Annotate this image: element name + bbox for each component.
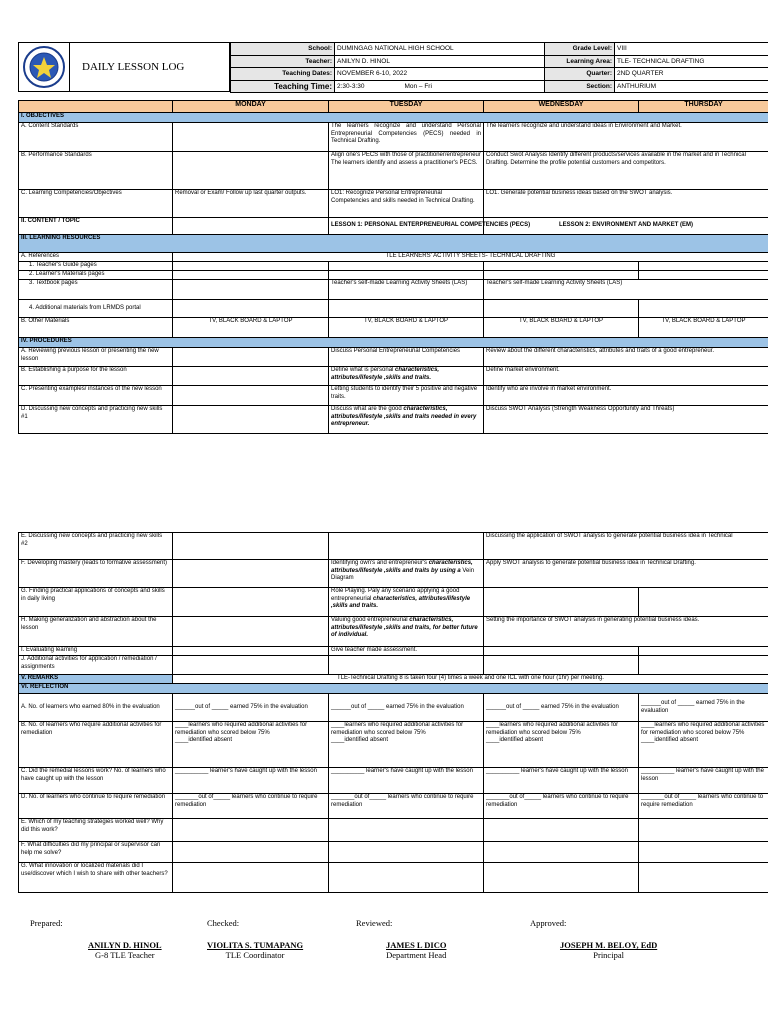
time-label: Teaching Time: [231, 80, 335, 93]
cell-tb-wed: Teacher's self-made Learning Activity Sheets (LAS) [484, 280, 768, 300]
row-label-reflection-f: F. What difficulties did my principal or supervisor can help me solve? [19, 842, 173, 863]
grade-label: Grade Level: [545, 43, 615, 56]
lesson-log-header [18, 42, 768, 92]
reviewed-role: Department Head [386, 950, 447, 960]
cell-comp-tue: LO1: Recognize Personal Entrepreneurial Competencies and skills needed in Technical Drafting. [329, 190, 484, 218]
row-label-lrmds: 4. Additional materials from LRMDS portal [19, 300, 173, 318]
row-label-proc-h: H. Making generalization and abstraction about the lesson [19, 617, 173, 647]
row-label-topic: II. CONTENT / TOPIC [19, 218, 173, 235]
cell-ra-thu: ______out of _____ earned 75% in the evaluation [639, 694, 768, 722]
cell-other-mon: TV, BLACK BOARD & LAPTOP [173, 318, 329, 338]
quarter-label: Quarter: [545, 68, 615, 81]
school-info-table [230, 42, 768, 93]
cell-proc-a-wed: Review about the different characteristics, attributes and traits of a good entrepreneur. [484, 348, 768, 367]
prepared-name: ANILYN D. HINOL [88, 940, 162, 950]
signature-checked: Checked: VIOLITA S. TUMAPANG TLE Coordinator [207, 918, 304, 960]
dates-label: Teaching Dates: [231, 68, 335, 81]
school-value: DUMINGAG NATIONAL HIGH SCHOOL [335, 43, 545, 56]
row-label-references: A. References [19, 253, 173, 262]
cell-perf-std-wed: Conduct Swot Analysis Identify different products/services available in the market and in Technical Drafting. Determine the profile potential customers and competitors. [484, 152, 768, 190]
cell-proc-h-wed: Setting the importance of SWOT analysis in generating potential business ideas. [484, 617, 768, 647]
section-remarks: V. REMARKS [19, 675, 173, 684]
row-label-proc-c: C. Presenting examples/ instances of the new lesson [19, 386, 173, 406]
row-label-proc-g: G. Finding practical applications of concepts and skills in daily living [19, 588, 173, 617]
cell-proc-c-wed: Identify who are involve in market environment. [484, 386, 768, 406]
teacher-label: Teacher: [231, 55, 335, 68]
cell-ra-tue: ______out of _____ earned 75% in the evaluation [329, 694, 484, 722]
lesson-table-page1 [18, 100, 768, 434]
cell-proc-f-wed: Apply SWOT analysis to generate potential business idea in Technical Drafting. [484, 560, 768, 588]
cell-proc-b-tue: Define what is personal characteristics, attributes/lifestyle ,skills and traits. [329, 367, 484, 386]
cell-rb-mon: ____learners who required additional activities for remediation who scored below 75% ____identified absent [173, 722, 329, 768]
day-header-monday: MONDAY [173, 101, 329, 113]
row-label-proc-f: F. Developing mastery (leads to formative assessment) [19, 560, 173, 588]
document-title: DAILY LESSON LOG [70, 42, 230, 92]
section-learning-resources: III. LEARNING RESOURCES [19, 235, 768, 253]
cell-content-std-tue: The learners recognize and understand Personal Entrepreneurial Competencies (PECS) needed in Technical Drafting. [329, 123, 484, 152]
school-label: School: [231, 43, 335, 56]
cell-tb-tue: Teacher's self-made Learning Activity Sheets (LAS) [329, 280, 484, 300]
signature-approved: Approved: JOSEPH M. BELOY, EdD Principal [530, 918, 658, 960]
lesson-table-page2 [18, 532, 768, 893]
cell-proc-a-tue: Discuss Personal Entrepreneurial Competencies [329, 348, 484, 367]
cell-ra-mon: ______out of _____ earned 75% in the evaluation [173, 694, 329, 722]
row-label-performance-standards: B. Performance Standards [19, 152, 173, 190]
row-label-proc-j: J. Additional activities for application / remediation / assignments [19, 656, 173, 675]
row-label-proc-i: I. Evaluating learning [19, 647, 173, 656]
row-label-tg: 1. Teacher's Guide pages [19, 262, 173, 271]
cell-other-wed: TV, BLACK BOARD & LAPTOP [484, 318, 639, 338]
signature-prepared: Prepared: ANILYN D. HINOL G-8 TLE Teacher [30, 918, 162, 960]
cell-rc-thu: __________ learner's have caught up with the lesson [639, 768, 768, 794]
row-label-lm: 2. Learner's Materials pages [19, 271, 173, 280]
teacher-value: ANILYN D. HINOL [335, 55, 545, 68]
row-label-reflection-g: G. What innovation or localized materials did I use/discover which I wish to share with other teachers? [19, 863, 173, 893]
dates-value: NOVEMBER 6-10, 2022 [335, 68, 545, 81]
area-label: Learning Area: [545, 55, 615, 68]
section-value: ANTHURIUM [615, 80, 768, 93]
cell-rc-tue: __________ learner's have caught up with the lesson [329, 768, 484, 794]
row-label-reflection-a: A. No. of learners who earned 80% in the evaluation [19, 694, 173, 722]
cell-perf-std-tue: Align one's PECS with those of practitioner/entrepreneur The learners identify and assess a practitioner's PECS. [329, 152, 484, 190]
cell-topic-wed: LESSON 2: ENVIRONMENT AND MARKET (EM) [484, 218, 768, 235]
cell-comp-wed: LO1. Generate potential business ideas based on the SWOT analysis. [484, 190, 768, 218]
cell-proc-c-tue: Letting students to identify their 5 positive and negative traits. [329, 386, 484, 406]
row-label-reflection-e: E. Which of my teaching strategies worked well? Why did this work? [19, 819, 173, 842]
quarter-value: 2ND QUARTER [615, 68, 768, 81]
row-label-reflection-c: C. Did the remedial lessons work? No. of learners who have caught up with the lesson [19, 768, 173, 794]
approved-name: JOSEPH M. BELOY, EdD [560, 940, 658, 950]
cell-other-tue: TV, BLACK BOARD & LAPTOP [329, 318, 484, 338]
cell-proc-d-tue: Discuss what are the good characteristics, attributes/lifestyle ,skills and traits needed in every entrepreneur. [329, 406, 484, 434]
section-reflection: VI. REFLECTION [19, 684, 768, 694]
cell-remarks: TLE-Technical Drafting 8 is taken four (4) times a week and one ICL with one hour (1hr) per meeting. [173, 675, 768, 684]
row-label-proc-b: B. Establishing a purpose for the lesson [19, 367, 173, 386]
section-label: Section: [545, 80, 615, 93]
cell-references: TLE LEARNERS' ACTIVITY SHEETS- TECHNICAL DRAFTING [173, 253, 768, 262]
cell-rc-wed: __________ learner's have caught up with the lesson [484, 768, 639, 794]
cell-proc-h-tue: Valuing good entrepreneurial characteristics, attributes/lifestyle ,skills and traits, for better future of individual. [329, 617, 484, 647]
reviewed-name: JAMES L DICO [386, 940, 447, 950]
cell-rd-thu: _______out of_____ learners who continue to require remediation [639, 794, 768, 819]
day-header-tuesday: TUESDAY [329, 101, 484, 113]
cell-rd-tue: _______out of_____ learners who continue to require remediation [329, 794, 484, 819]
cell-comp-mon: Removal or Exam/ Follow up last quarter outputs. [173, 190, 329, 218]
grade-value: VIII [615, 43, 768, 56]
prepared-role: G-8 TLE Teacher [95, 950, 155, 960]
row-label-proc-a: A. Reviewing previous lesson or presenting the new lesson [19, 348, 173, 367]
row-label-reflection-d: D. No. of learners who continue to require remediation [19, 794, 173, 819]
cell-proc-e-wed: Discussing the application of SWOT analysis to generate potential business idea in Technical [484, 533, 768, 560]
cell-rb-tue: ____learners who required additional activities for remediation who scored below 75% ____identified absent [329, 722, 484, 768]
checked-role: TLE Coordinator [225, 950, 285, 960]
row-label-textbook: 3. Textbook pages [19, 280, 173, 300]
cell-proc-d-wed: Discuss SWOT Analysis (Strength Weakness Opportunity and Threats) [484, 406, 768, 434]
cell-proc-g-tue: Role Playing. Paly any scenario applying a good entrepreneurial characteristics, attributes/lifestyle ,skills and traits. [329, 588, 484, 617]
checked-name: VIOLITA S. TUMAPANG [207, 940, 304, 950]
cell-rd-mon: _______out of_____ learners who continue to require remediation [173, 794, 329, 819]
approved-role: Principal [593, 950, 624, 960]
cell-proc-i-tue: Give teacher made assessment. [329, 647, 484, 656]
row-label-proc-d: D. Discussing new concepts and practicing new skills #1 [19, 406, 173, 434]
area-value: TLE- TECHNICAL DRAFTING [615, 55, 768, 68]
row-label-competencies: C. Learning Competencies/Objectives [19, 190, 173, 218]
cell-proc-b-wed: Define market environment. [484, 367, 768, 386]
cell-rc-mon: __________ learner's have caught up with the lesson [173, 768, 329, 794]
row-label-proc-e: E. Discussing new concepts and practicing new skills #2 [19, 533, 173, 560]
cell-rd-wed: _______out of_____ learners who continue to require remediation [484, 794, 639, 819]
cell-other-thu: TV, BLACK BOARD & LAPTOP [639, 318, 768, 338]
row-label-reflection-b: B. No. of learners who require additional activities for remediation [19, 722, 173, 768]
cell-rb-wed: ____learners who required additional activities for remediation who scored below 75% ____identified absent [484, 722, 639, 768]
deped-seal-icon [18, 42, 70, 92]
day-header-thursday: THURSDAY [639, 101, 768, 113]
signature-reviewed: Reviewed: JAMES L DICO Department Head [356, 918, 447, 960]
days-text: Mon – Fri [404, 82, 432, 90]
row-label-content-standards: A. Content Standards [19, 123, 173, 152]
section-objectives: I. OBJECTIVES [19, 113, 768, 123]
cell-rb-thu: ____learners who required additional activities for remediation who scored below 75% ____identified absent [639, 722, 768, 768]
cell-topic-tue: LESSON 1: PERSONAL ENTERPRENEURIAL COMPETENCIES (PECS) [329, 218, 484, 235]
time-text: 2:30-3:30 [337, 82, 365, 90]
section-procedures: IV. PROCEDURES [19, 338, 768, 348]
time-value [335, 80, 545, 93]
day-header-wednesday: WEDNESDAY [484, 101, 639, 113]
cell-ra-wed: ______out of _____ earned 75% in the evaluation [484, 694, 639, 722]
cell-content-std-wed: The learners recognize and understand ideas in Environment and Market. [484, 123, 768, 152]
cell-proc-f-tue: Identifying own's and entrepreneur's characteristics, attributes/lifestyle ,skills and traits by using a Vein Diagram [329, 560, 484, 588]
row-label-other-materials: B. Other Materials [19, 318, 173, 338]
